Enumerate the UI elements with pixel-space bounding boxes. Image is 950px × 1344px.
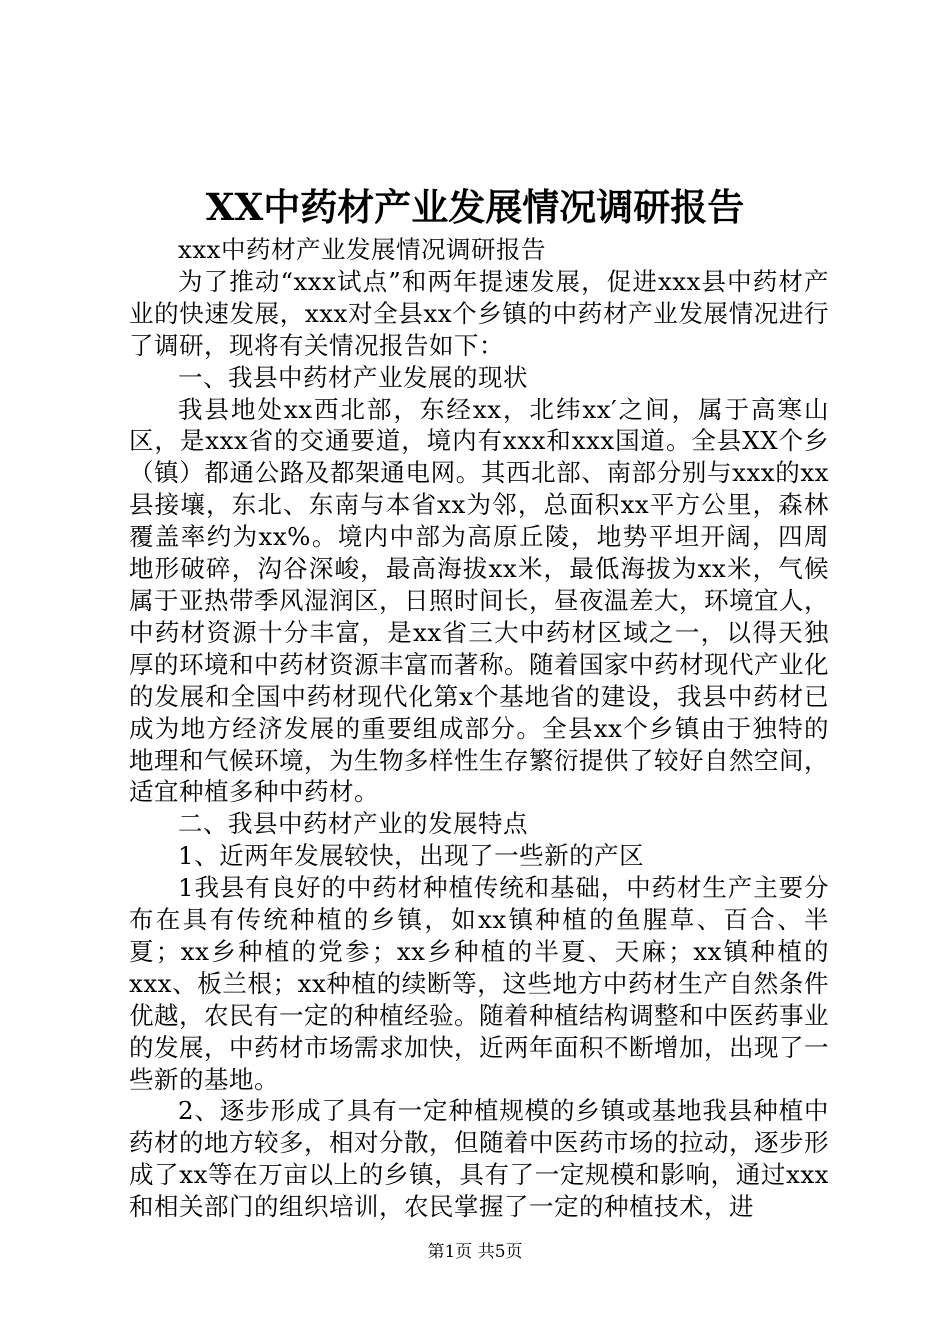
body-paragraph-scale: 2、逐步形成了具有一定种植规模的乡镇或基地我县种植中药材的地方较多，相对分散，但随着中医药市场的拉动，逐步形成了xx等在万亩以上的乡镇，具有了一定规模和影响，通过xxx和相关部门的组织培训，农民掌握了一定的种植技术，进 (129, 1096, 829, 1222)
document-body (129, 234, 829, 1223)
subsection-heading-1: 1、近两年发展较快，出现了一些新的产区 (178, 841, 645, 871)
document-title: XX中药材产业发展情况调研报告 (205, 185, 745, 229)
section-heading-1: 一、我县中药材产业发展的现状 (178, 362, 528, 392)
body-paragraph-subtitle: xxx中药材产业发展情况调研报告 (178, 235, 546, 264)
body-paragraph-intro: 为了推动“xxx试点”和两年提速发展，促进xxx县中药材产业的快速发展，xxx对全县xx个乡镇的中药材产业发展情况进行了调研，现将有关情况报告如下： (129, 266, 829, 360)
section-heading-2: 二、我县中药材产业的发展特点 (178, 809, 528, 839)
page-footer: 第1页 共5页 (427, 1242, 523, 1262)
body-paragraph-base: 1我县有良好的中药材种植传统和基础，中药材生产主要分布在具有传统种植的乡镇，如xx镇种植的鱼腥草、百合、半夏；xx乡种植的党参；xx乡种植的半夏、天麻；xx镇种植的xxx、板兰根；xx种植的续断等，这些地方中药材生产自然条件优越，农民有一定的种植经验。随着种植结构调整和中医药事业的发展，中药材市场需求加快，近两年面积不断增加，出现了一些新的基地。 (129, 873, 829, 1094)
body-paragraph-status: 我县地处xx西北部，东经xx，北纬xx′之间，属于高寒山区，是xxx省的交通要道，境内有xxx和xxx国道。全县XX个乡（镇）都通公路及都架通电网。其西北部、南部分别与xxx的xx县接壤，东北、东南与本省xx为邻，总面积xx平方公里，森林覆盖率约为xx%。境内中部为高原丘陵，地势平坦开阔，四周地形破碎，沟谷深峻，最高海拔xx米，最低海拔为xx米，气候属于亚热带季风湿润区，日照时间长，昼夜温差大，环境宜人，中药材资源十分丰富，是xx省三大中药材区域之一，以得天独厚的环境和中药材资源丰富而著称。随着国家中药材现代产业化的发展和全国中药材现代化第x个基地省的建设，我县中药材已成为地方经济发展的重要组成部分。全县xx个乡镇由于独特的地理和气候环境，为生物多样性生存繁衍提供了较好自然空间，适宜种植多种中药材。 (129, 394, 829, 807)
